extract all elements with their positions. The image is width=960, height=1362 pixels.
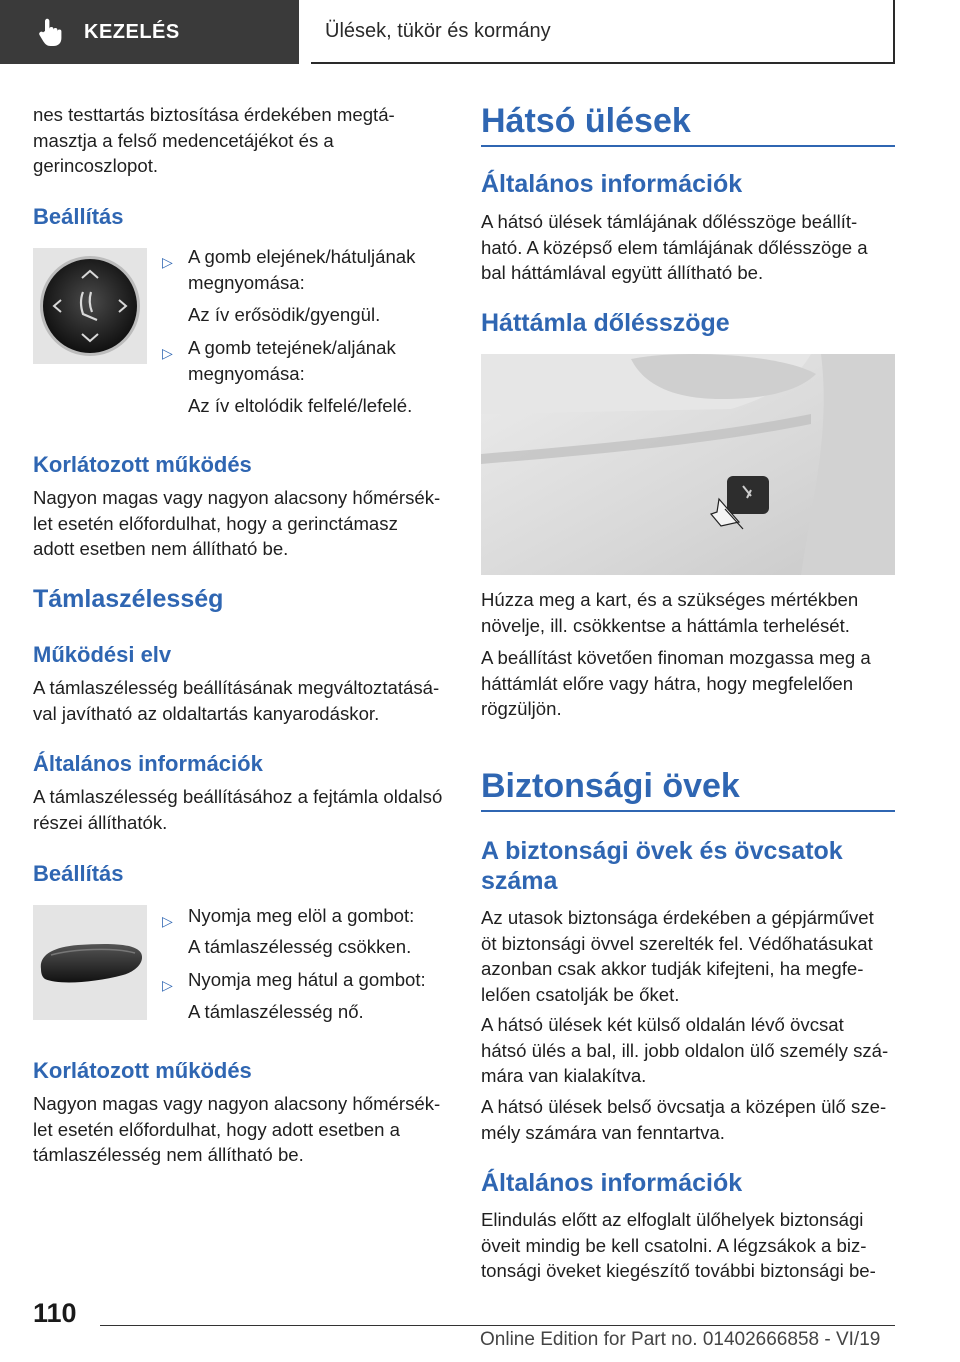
heading-hatso-ulesek: Hátsó ülések xyxy=(481,102,691,140)
heading-korlatozott-1: Korlátozott működés xyxy=(33,452,252,477)
triangle-bullet-icon: ▷ xyxy=(162,345,173,361)
heading-tamlaszelesseg: Támlaszélesség xyxy=(33,585,224,613)
hand-pointer-icon xyxy=(38,17,64,47)
heading-korlatozott-2: Korlátozott működés xyxy=(33,1058,252,1083)
triangle-bullet-icon: ▷ xyxy=(162,977,173,993)
section-title: KEZELÉS xyxy=(84,20,180,43)
backrest-width-button-image xyxy=(33,905,147,1020)
edition-text: Online Edition for Part no. 01402666858 - VI/19 xyxy=(480,1329,881,1350)
section-tab[interactable] xyxy=(0,0,299,64)
altalanos-2-text: A hátsó ülések támlájának dőlésszöge beállít- ható. A középső elem támlájának dőlésszöge a bal háttámlával együtt állítható be. xyxy=(481,211,868,283)
korlatozott-1-text: Nagyon magas vagy nagyon alacsony hőmérsék- let esetén előfordulhat, hogy a gerinctámasz adott esetben nem állítható be. xyxy=(33,487,441,559)
lumbar-steps: ▷ A gomb elejének/hátuljának megnyomása: Az ív erősödik/gyengül. ▷ A gomb tetejének/aljának megnyomása: Az ív eltolódik felfelé/lefelé. xyxy=(162,246,416,416)
rear-seat-lever-image xyxy=(481,354,895,575)
ovek-text-1: Az utasok biztonsága érdekében a gépjárművet öt biztonsági övvel szerelték fel. Védőhatásukat azonban csak akkor tudják kifejteni, ha megfe- lelően csatolják be őket. xyxy=(481,907,874,1005)
mukodesi-elv-text: A támlaszélesség beállításának megváltoztatásá- val javítható az oldaltartás kanyarodáskor. xyxy=(33,677,440,724)
triangle-bullet-icon: ▷ xyxy=(162,913,173,929)
intro-text: nes testtartás biztosítása érdekében megtá- masztja a felső medencetájékot és a gerincoszlopot. xyxy=(33,104,395,176)
altalanos-3-text: Elindulás előtt az elfoglalt ülőhelyek biztonsági öveit mindig be kell csatolni. A légzsákok a biz- tonsági öveket kiegészítő további biztonsági be- xyxy=(481,1209,876,1281)
footer-rule xyxy=(100,1325,895,1326)
hattamla-text-1: Húzza meg a kart, és a szükséges mértékben növelje, ill. csökkentse a háttámla terhelését. xyxy=(481,589,859,636)
korlatozott-2-text: Nagyon magas vagy nagyon alacsony hőmérsék- let esetén előfordulhat, hogy adott esetben a támlaszélesség nem állítható be. xyxy=(33,1093,441,1165)
triangle-bullet-icon: ▷ xyxy=(162,254,173,270)
heading-biztonsagi-ovek: Biztonsági övek xyxy=(481,767,740,805)
chapter-title: Ülések, tükör és kormány xyxy=(325,19,551,42)
heading-altalanos-2: Általános információk xyxy=(481,170,743,198)
heading-rule xyxy=(481,810,895,812)
heading-altalanos-1: Általános információk xyxy=(33,751,263,776)
hattamla-text-2: A beállítást követően finoman mozgassa meg a háttámlát előre vagy hátra, hogy megfelelően rögzüljön. xyxy=(481,647,871,719)
heading-mukodesi-elv: Működési elv xyxy=(33,642,172,667)
lumbar-control-image xyxy=(33,248,147,364)
chapter-header xyxy=(311,0,895,64)
heading-rule xyxy=(481,145,895,147)
heading-beallitas-1: Beállítás xyxy=(33,204,124,229)
heading-beallitas-2: Beállítás xyxy=(33,861,124,886)
altalanos-1-text: A támlaszélesség beállításához a fejtámla oldalsó részei állíthatók. xyxy=(33,786,443,833)
width-steps: ▷ Nyomja meg elöl a gombot: A támlaszélesség csökken. ▷ Nyomja meg hátul a gombot: A támlaszélesség nő. xyxy=(162,905,426,1022)
heading-altalanos-3: Általános információk xyxy=(481,1169,743,1197)
ovek-text-3: A hátsó ülések belső övcsatja a középen ülő sze- mély számára van fenntartva. xyxy=(481,1096,887,1143)
heading-hattamla: Háttámla dőlésszöge xyxy=(481,309,730,337)
heading-ovek-szama: A biztonsági övek és övcsatok száma xyxy=(481,837,843,895)
page-number: 110 xyxy=(33,1298,77,1328)
ovek-text-2: A hátsó ülések két külső oldalán lévő övcsat hátsó ülés a bal, ill. jobb oldalon ülő személy szá- mára van kialakítva. xyxy=(481,1014,889,1086)
